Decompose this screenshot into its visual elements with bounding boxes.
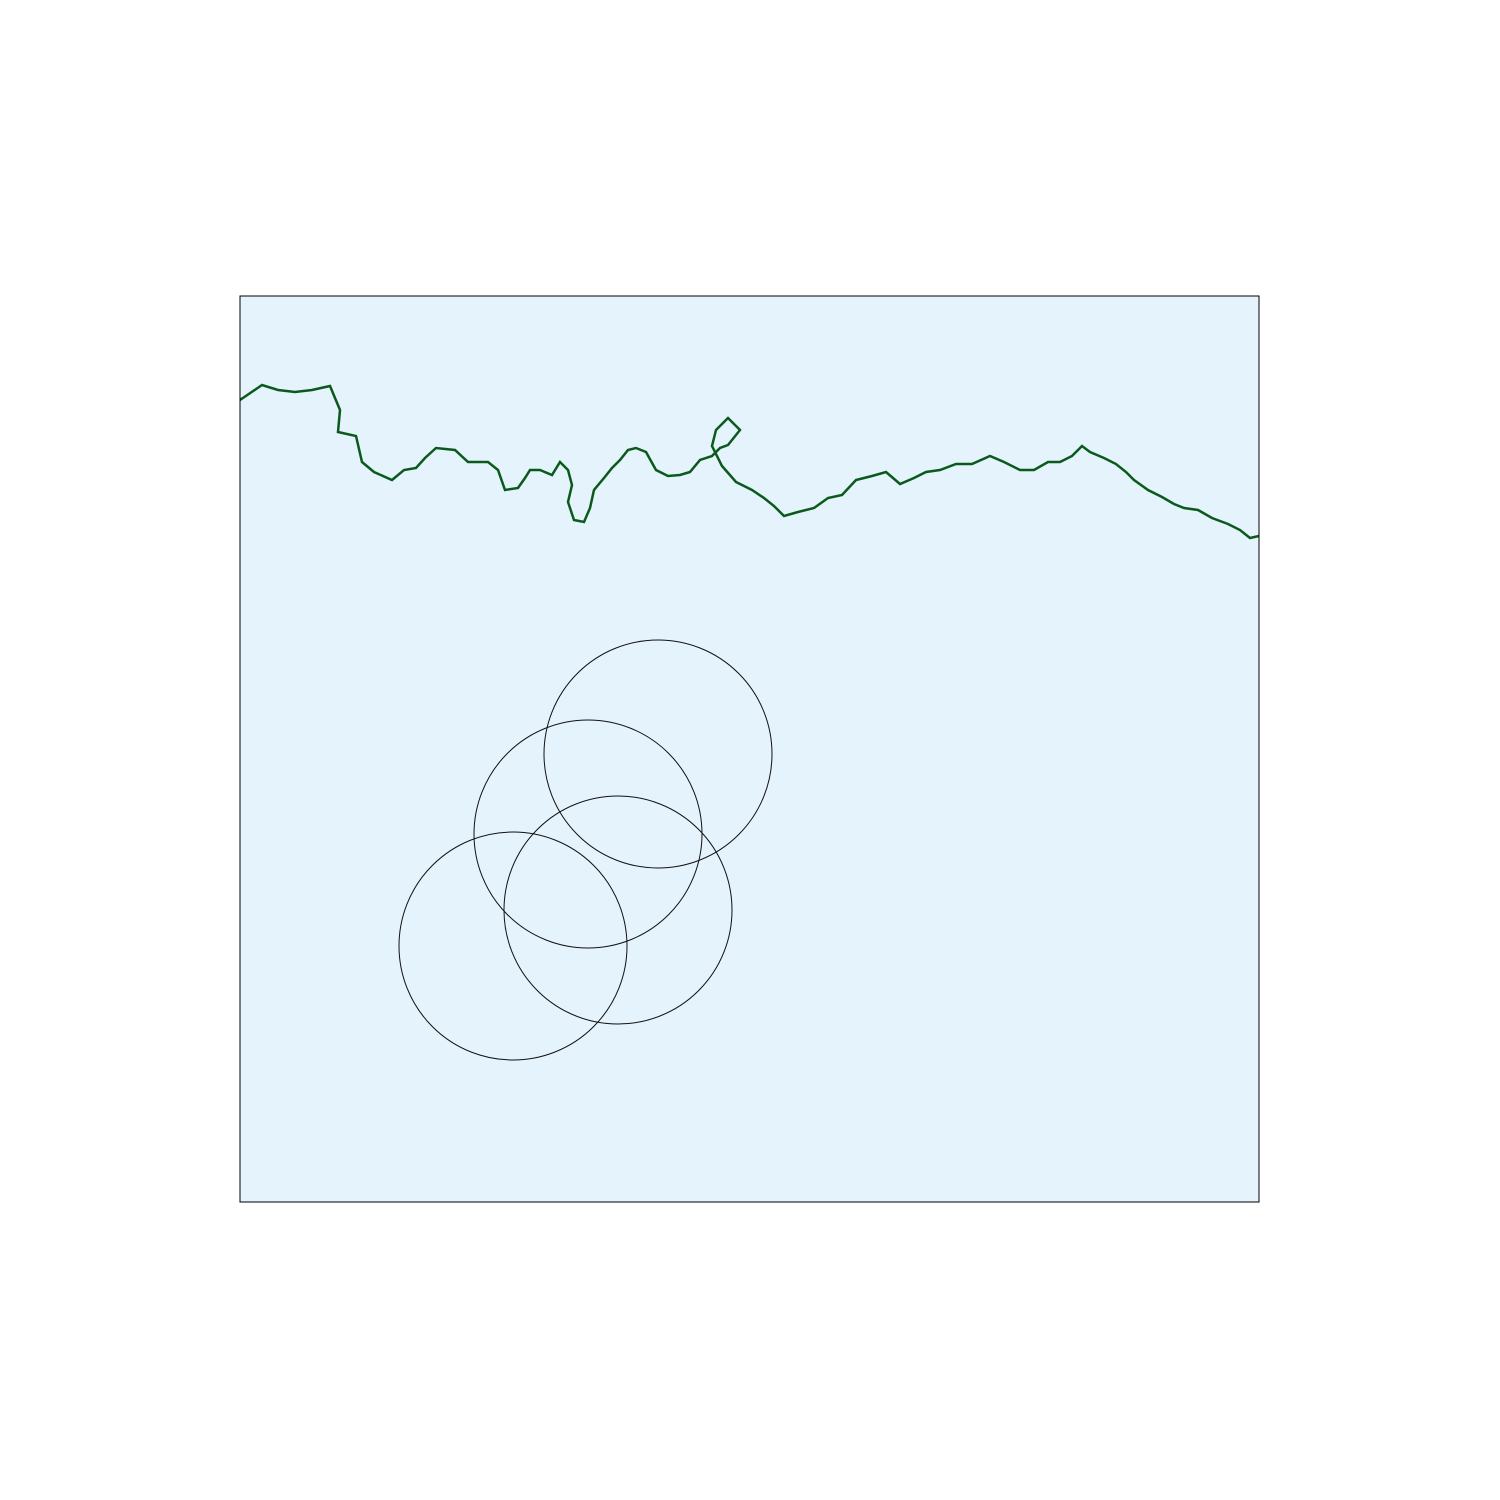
wind-field-shading — [240, 296, 1259, 1202]
